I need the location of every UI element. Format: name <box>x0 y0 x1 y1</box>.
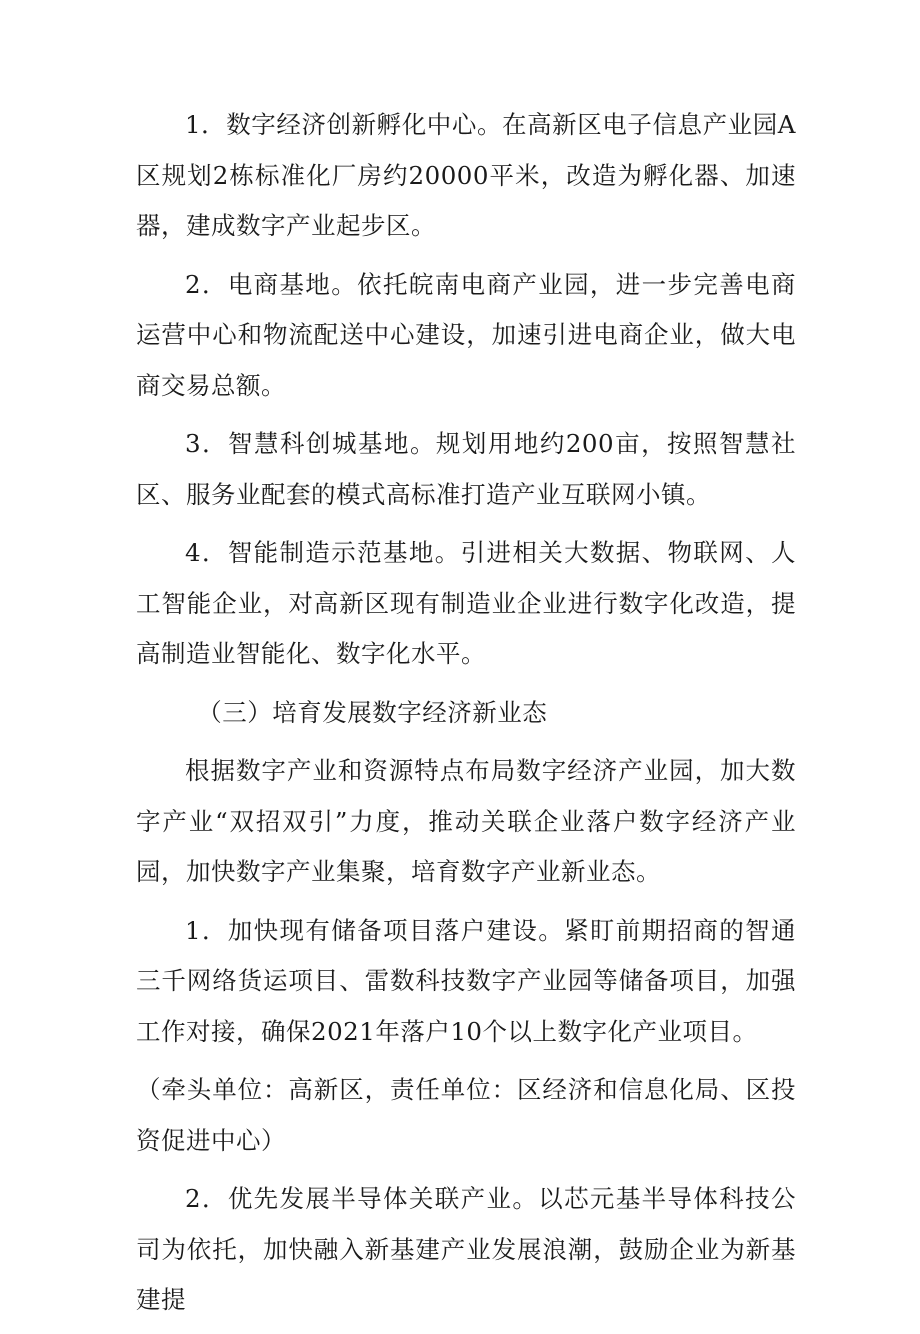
paragraph-item-1: 1．数字经济创新孵化中心。在高新区电子信息产业园A区规划2栋标准化厂房约20000平米，改造为孵化器、加速器，建成数字产业起步区。 <box>136 110 796 240</box>
responsibility-note: （牵头单位：高新区，责任单位：区经济和信息化局、区投资促进中心） <box>136 1075 796 1155</box>
section-heading: （三）培育发展数字经济新业态 <box>197 697 548 727</box>
paragraph-item-2: 2．电商基地。依托皖南电商产业园，进一步完善电商运营中心和物流配送中心建设，加速引进电商企业，做大电商交易总额。 <box>136 269 796 400</box>
paragraph-item-6: 2．优先发展半导体关联产业。以芯元基半导体科技公司为依托，加快融入新基建产业发展浪潮，鼓励企业为新基建提 <box>136 1184 796 1314</box>
paragraph-item-5: 1．加快现有储备项目落户建设。紧盯前期招商的智通三千网络货运项目、雷数科技数字产业园等储备项目，加强工作对接，确保2021年落户10个以上数字化产业项目。 <box>136 915 796 1046</box>
paragraph-item-3: 3．智慧科创城基地。规划用地约200亩，按照智慧社区、服务业配套的模式高标准打造产业互联网小镇。 <box>136 429 796 509</box>
document-body <box>136 100 796 1334</box>
paragraph-item-4: 4．智能制造示范基地。引进相关大数据、物联网、人工智能企业，对高新区现有制造业企业进行数字化改造，提高制造业智能化、数字化水平。 <box>136 538 796 668</box>
section-intro-paragraph: 根据数字产业和资源特点布局数字经济产业园，加大数字产业“双招双引”力度，推动关联企业落户数字经济产业园，加快数字产业集聚，培育数字产业新业态。 <box>136 756 796 886</box>
